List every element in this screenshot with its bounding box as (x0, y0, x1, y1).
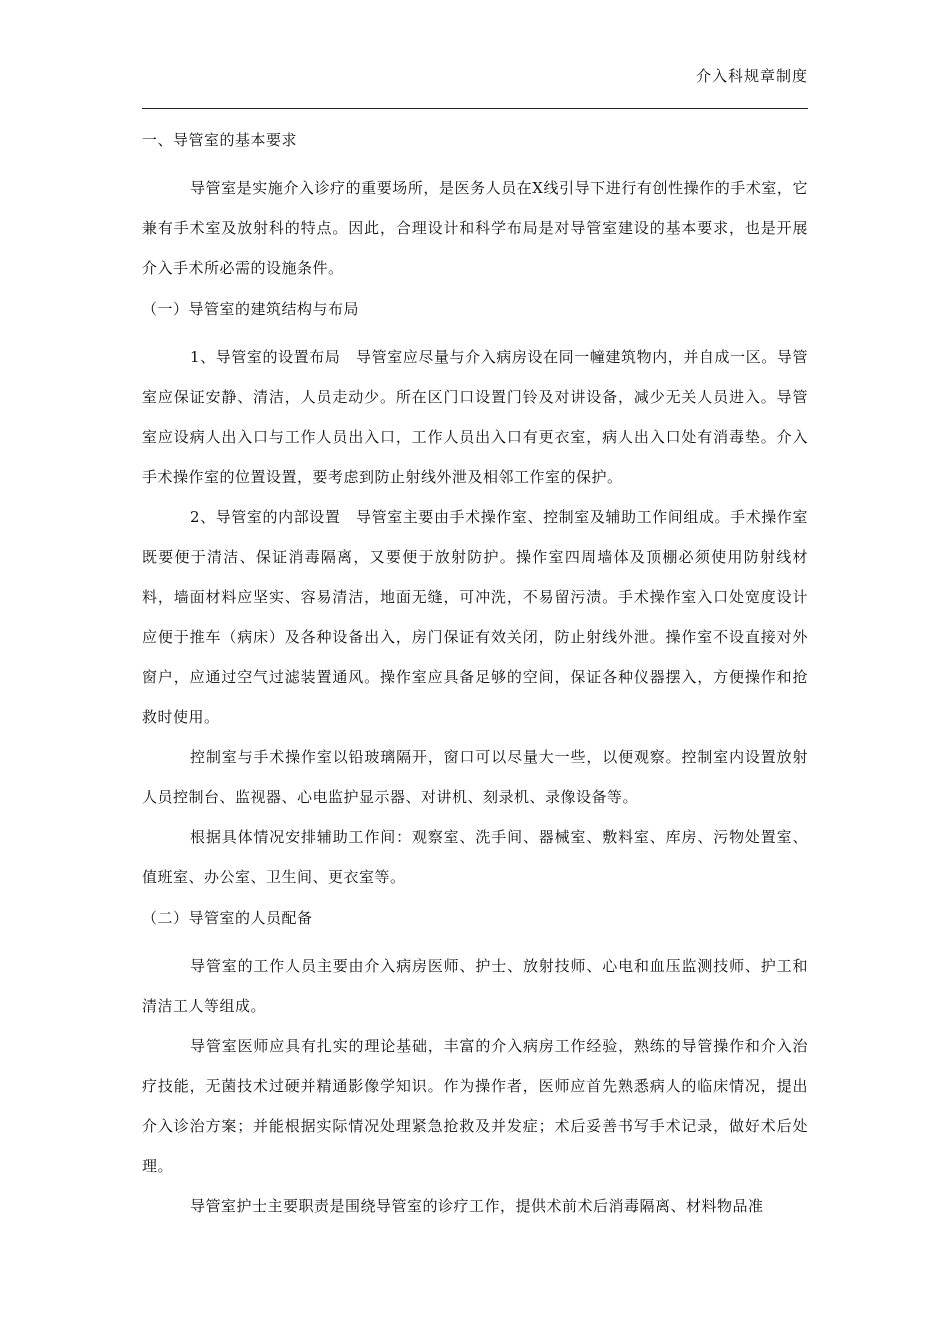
paragraph-auxiliary-rooms: 根据具体情况安排辅助工作间：观察室、洗手间、器械室、敷料室、库房、污物处置室、值班室、办公室、卫生间、更衣室等。 (142, 828, 808, 886)
paragraph-layout-setup: 1、导管室的设置布局 导管室应尽量与介入病房设在同一幢建筑物内，并自成一区。导管室应保证安静、清洁，人员走动少。所在区门口设置门铃及对讲设备，减少无关人员进入。导管室应设病人出入口与工作人员出入口，工作人员出入口有更衣室，病人出入口处有消毒垫。介入手术操作室的位置设置，要考虑到防止射线外泄及相邻工作室的保护。 (142, 348, 808, 486)
paragraph-staff-composition: 导管室的工作人员主要由介入病房医师、护士、放射技师、心电和血压监测技师、护工和清洁工人等组成。 (142, 957, 808, 1015)
running-header: 介入科规章制度 (695, 67, 808, 85)
subsection-heading-staffing: （二）导管室的人员配备 (142, 909, 313, 927)
subsection-heading-structure-layout: （一）导管室的建筑结构与布局 (142, 300, 360, 318)
header-divider (142, 108, 808, 109)
paragraph-nurse-duties: 导管室护士主要职责是围绕导管室的诊疗工作，提供术前术后消毒隔离、材料物品准 (190, 1197, 764, 1215)
paragraph-internal-setup: 2、导管室的内部设置 导管室主要由手术操作室、控制室及辅助工作间组成。手术操作室既要便于清洁、保证消毒隔离，又要便于放射防护。操作室四周墙体及顶棚必须使用防射线材料，墙面材料应坚实、容易清洁，地面无缝，可冲洗，不易留污渍。手术操作室入口处宽度设计应便于推车（病床）及各种设备出入，房门保证有效关闭，防止射线外泄。操作室不设直接对外窗户，应通过空气过滤装置通风。操作室应具备足够的空间，保证各种仪器摆入，方便操作和抢救时使用。 (142, 508, 808, 726)
paragraph-intro: 导管室是实施介入诊疗的重要场所，是医务人员在X线引导下进行有创性操作的手术室，它兼有手术室及放射科的特点。因此，合理设计和科学布局是对导管室建设的基本要求，也是开展介入手术所必需的设施条件。 (142, 179, 808, 277)
paragraph-control-room: 控制室与手术操作室以铅玻璃隔开，窗口可以尽量大一些，以便观察。控制室内设置放射人员控制台、监视器、心电监护显示器、对讲机、刻录机、录像设备等。 (142, 748, 808, 806)
section-heading-basic-requirements: 一、导管室的基本要求 (142, 131, 298, 149)
document-body (142, 127, 808, 1226)
paragraph-physician-requirements: 导管室医师应具有扎实的理论基础，丰富的介入病房工作经验，熟练的导管操作和介入治疗技能，无菌技术过硬并精通影像学知识。作为操作者，医师应首先熟悉病人的临床情况，提出介入诊治方案；并能根据实际情况处理紧急抢救及并发症；术后妥善书写手术记录，做好术后处理。 (142, 1037, 808, 1175)
